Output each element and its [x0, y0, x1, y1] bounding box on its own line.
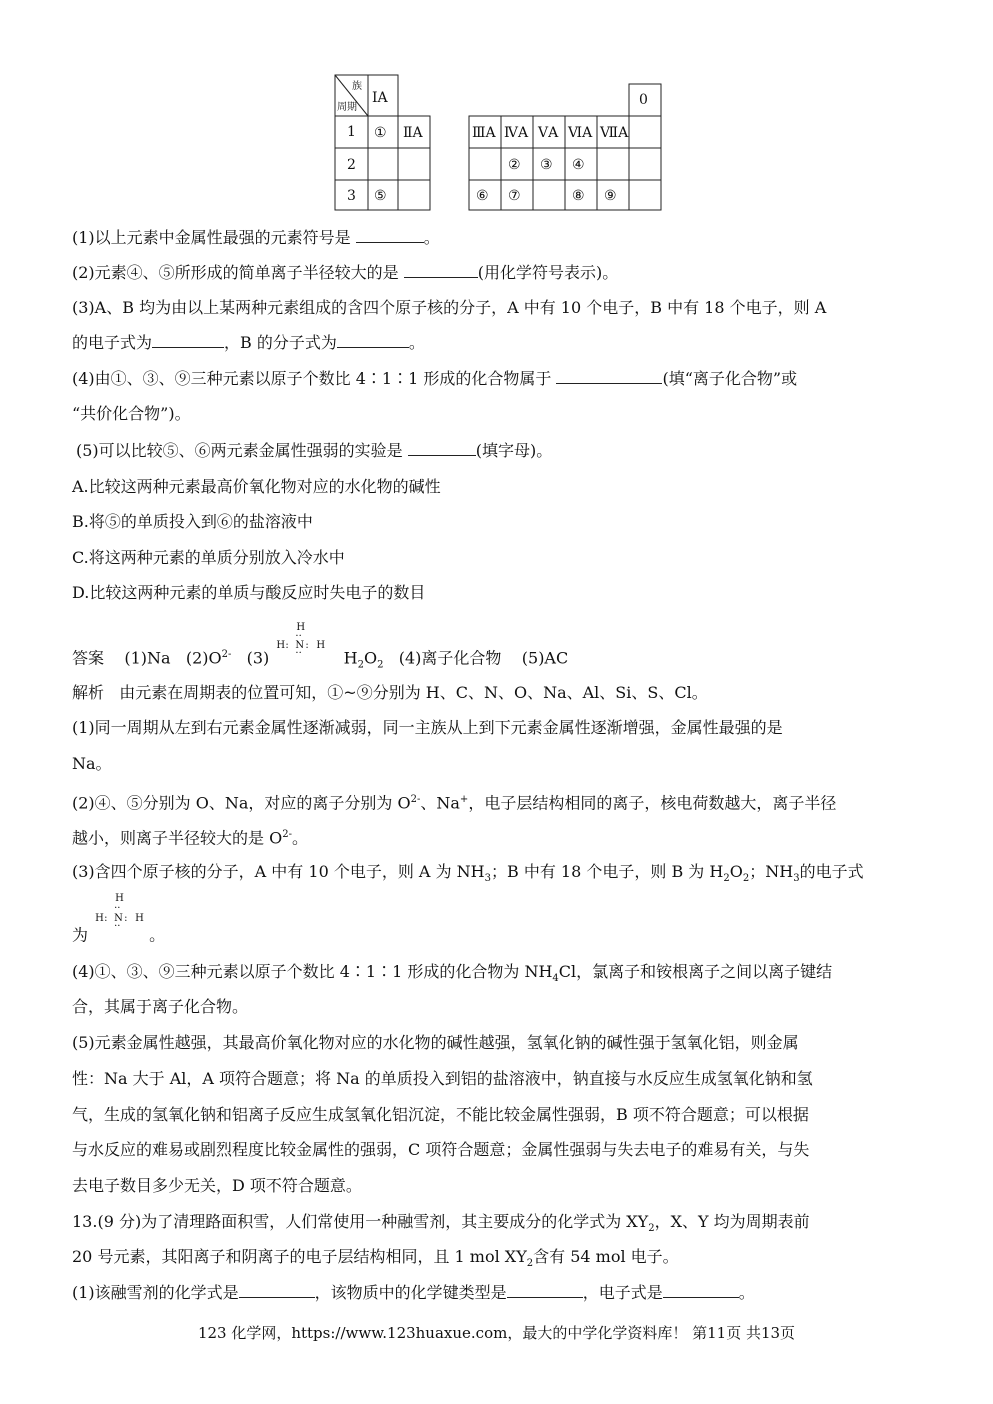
explanation-2-line1: (2)④、⑤分别为 O、Na，对应的离子分别为 $O^{2-}$、Na+，电子层结构相同的离子，核电荷数越大，离子半径: [72, 793, 837, 813]
group-4a: ⅣA: [504, 125, 529, 141]
option-c: C.将这两种元素的单质分别放入冷水中: [72, 548, 345, 567]
explanation-1-line2: Na。: [72, 754, 112, 773]
period-1: 1: [347, 124, 356, 140]
group-1a: ⅠA: [372, 90, 388, 106]
explanation-5-line4: 与水反应的难易或剧烈程度比较金属性的强弱，C 项符合题意；金属性强弱与失去电子的难易有关，与失: [72, 1140, 810, 1159]
question-1: (1)以上元素中金属性最强的元素符号是 。: [72, 228, 440, 247]
question-13-line2: 20 号元素，其阳离子和阴离子的电子层结构相同，且 1 mol $XY_2$含有 54 mol 电子。: [72, 1247, 679, 1270]
question-5: (5)可以比较⑤、⑥两元素金属性强弱的实验是 (填字母)。: [76, 441, 553, 460]
period-2: 2: [347, 157, 356, 173]
question-13-part1: (1)该融雪剂的化学式是 ，该物质中的化学键类型是 ，电子式是 。: [72, 1283, 755, 1302]
answer-blank: [152, 333, 224, 348]
explanation-5-line5: 去电子数目多少无关，D 项不符合题意。: [72, 1176, 362, 1195]
explanation-3-line1: (3)含四个原子核的分子，A 中有 10 个电子，则 A 为 $NH_3$；B 中有 18 个电子，则 B 为 $H_2O_2$；$NH_3$的电子式: [72, 862, 864, 885]
group-7a: ⅦA: [600, 125, 629, 141]
element-2: ②: [508, 157, 521, 173]
group-0: 0: [639, 92, 648, 108]
explanation-5-line2: 性：Na 大于 Al，A 项符合题意；将 Na 的单质投入到铝的盐溶液中，钠直接与水反应生成氢氧化钠和氢: [72, 1069, 813, 1088]
period-3: 3: [347, 188, 356, 204]
explanation-5-line3: 气，生成的氢氧化钠和铝离子反应生成氢氧化铝沉淀，不能比较金属性强弱，B 项不符合题意；可以根据: [72, 1105, 809, 1124]
answer-blank: [337, 333, 409, 348]
element-3: ③: [540, 157, 553, 173]
element-4: ④: [572, 157, 585, 173]
answer-blank: [239, 1283, 315, 1298]
element-9: ⑨: [604, 188, 617, 204]
question-3-line2: 的电子式为 ，B 的分子式为 。: [72, 333, 425, 352]
nh3-lewis-structure: H ·· H : N : H ··: [276, 621, 326, 659]
page-footer: 123 化学网，https://www.123huaxue.com，最大的中学化学资料库！ 第11页 共13页: [197, 1324, 796, 1342]
answer-line: 答案 (1)Na $(2)O^{2-}$ (3) H ·· H : N : H ·· $H_2O_2$ (4)离子化合物 (5)AC: [72, 621, 569, 671]
answer-blank: [404, 263, 478, 278]
answer-blank: [556, 369, 662, 384]
question-3-line1: (3)A、B 均为由以上某两种元素组成的含四个原子核的分子，A 中有 10 个电子，B 中有 18 个电子，则 A: [72, 298, 827, 317]
element-5: ⑤: [374, 188, 387, 204]
answer-blank: [356, 228, 424, 243]
question-13-line1: 13.(9 分)为了清理路面积雪，人们常使用一种融雪剂，其主要成分的化学式为 $XY_2$，X、Y 均为周期表前: [72, 1212, 810, 1235]
option-b: B.将⑤的单质投入到⑥的盐溶液中: [72, 512, 313, 531]
explanation-intro: 解析 由元素在周期表的位置可知，①~⑨分别为 H、C、N、O、Na、Al、Si、S、Cl。: [72, 683, 708, 702]
explanation-5-line1: (5)元素金属性越强，其最高价氧化物对应的水化物的碱性越强，氢氧化钠的碱性强于氢氧化铝，则金属: [72, 1033, 799, 1052]
explanation-3-line2: 为 H ·· H : N : H ·· 。: [72, 893, 166, 945]
question-4-line2: “共价化合物”)。: [72, 404, 191, 423]
answer-blank: [408, 441, 476, 456]
group-3a: ⅢA: [472, 125, 496, 141]
element-8: ⑧: [572, 188, 585, 204]
explanation-2-line2: 越小，则离子半径较大的是 $O^{2-}$。: [72, 828, 308, 848]
nh3-lewis-structure-2: H ·· H : N : H ··: [95, 893, 144, 932]
explanation-4-line2: 合，其属于离子化合物。: [72, 997, 249, 1016]
element-1: ①: [374, 125, 387, 141]
group-2a: ⅡA: [403, 125, 423, 141]
group-5a: ⅤA: [538, 125, 559, 141]
element-7: ⑦: [508, 188, 521, 204]
element-6: ⑥: [476, 188, 489, 204]
option-d: D.比较这两种元素的单质与酸反应时失电子的数目: [72, 583, 426, 602]
answer-blank: [663, 1283, 739, 1298]
question-4-line1: (4)由①、③、⑨三种元素以原子个数比 4∶1∶1 形成的化合物属于 (填“离子化合物”或: [72, 369, 798, 388]
option-a: A.比较这两种元素最高价氧化物对应的水化物的碱性: [72, 477, 441, 496]
group-6a: ⅥA: [568, 125, 593, 141]
periodic-table: [334, 74, 662, 211]
question-2: (2)元素④、⑤所形成的简单离子半径较大的是 (用化学符号表示)。: [72, 263, 619, 282]
periodic-table-grid: [334, 74, 662, 211]
explanation-4-line1: (4)①、③、⑨三种元素以原子个数比 4∶1∶1 形成的化合物为 $NH_4Cl$，氯离子和铵根离子之间以离子键结: [72, 962, 833, 985]
corner-period-label: 周期: [337, 102, 357, 113]
answer-blank: [507, 1283, 583, 1298]
corner-group-label: 族: [352, 81, 362, 92]
explanation-1-line1: (1)同一周期从左到右元素金属性逐渐减弱，同一主族从上到下元素金属性逐渐增强，金属性最强的是: [72, 718, 783, 737]
